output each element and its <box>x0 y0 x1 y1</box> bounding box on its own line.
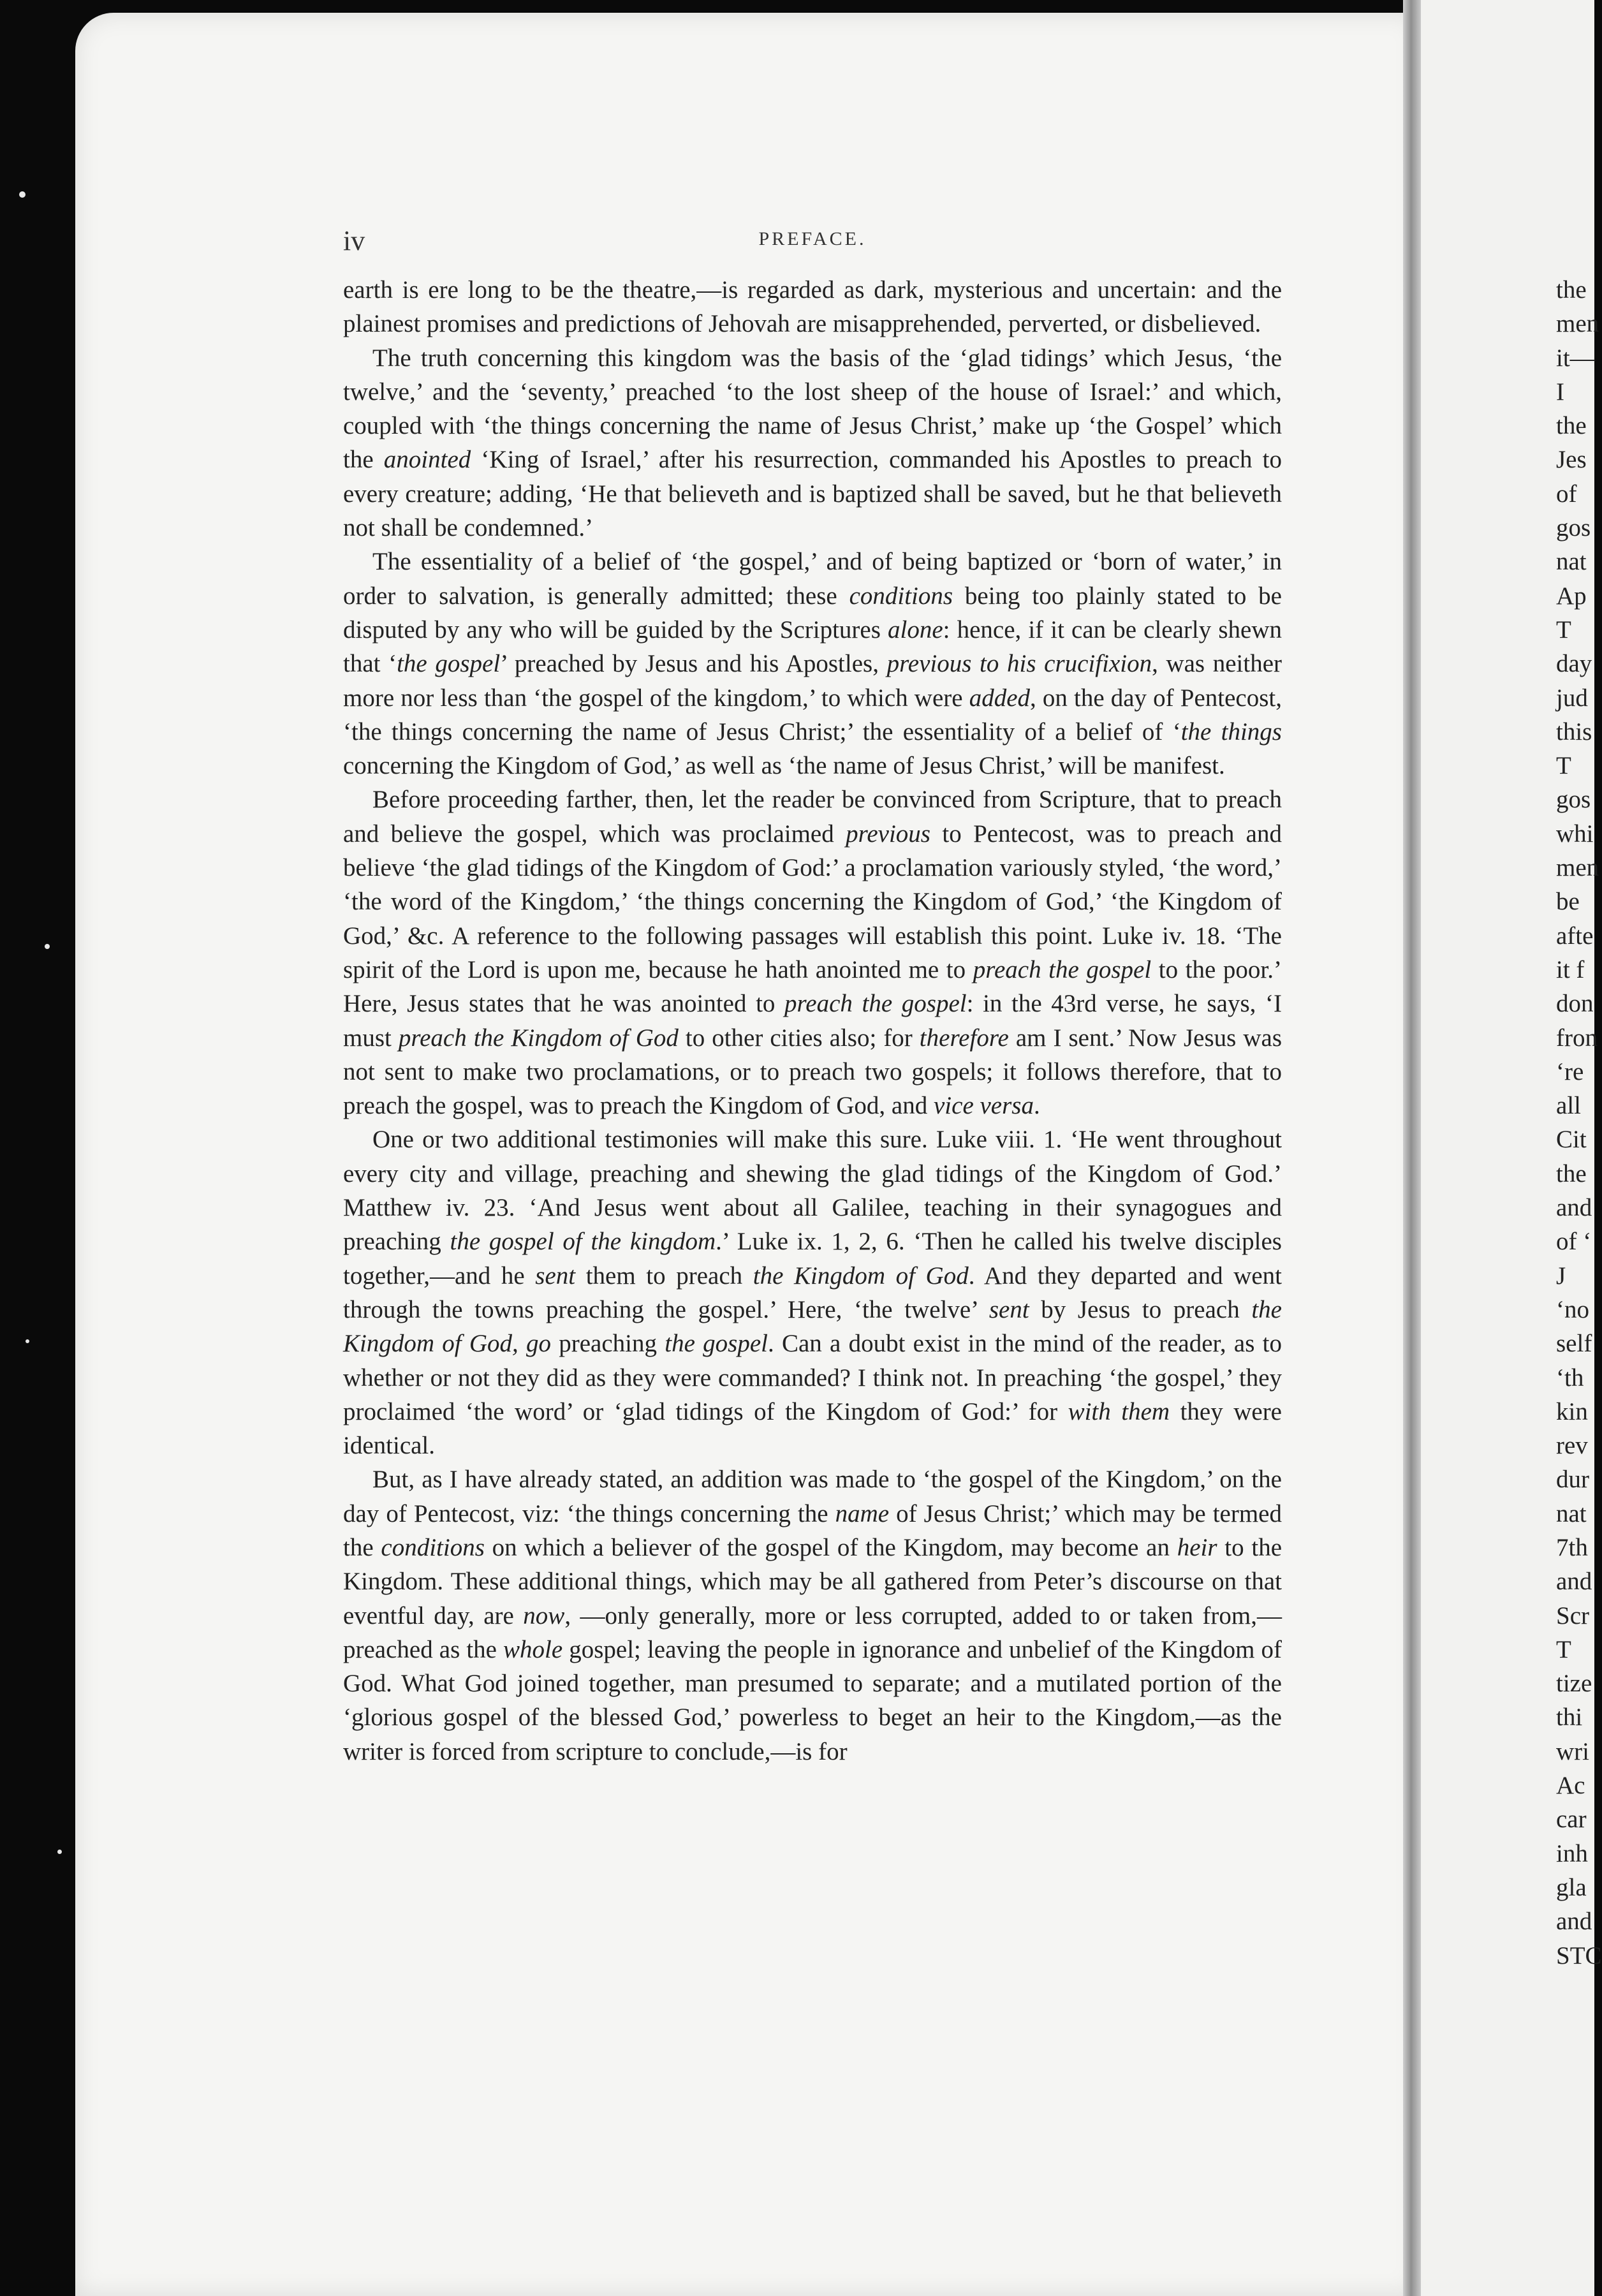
facing-line-fragment: gla <box>1556 1873 1587 1901</box>
facing-line-fragment: ‘re <box>1556 1057 1584 1085</box>
facing-line-fragment: nat <box>1556 548 1587 576</box>
page-header <box>343 224 1282 256</box>
facing-line-fragment: rev <box>1556 1432 1588 1460</box>
italic-text: conditions <box>849 582 953 610</box>
facing-line-fragment: Jes <box>1556 446 1587 474</box>
italic-text: the Kingdom of God <box>753 1262 969 1290</box>
facing-line-fragment: ‘no <box>1556 1295 1589 1323</box>
facing-line-fragment: day <box>1556 650 1592 678</box>
italic-text: preach the gospel <box>784 990 967 1018</box>
facing-line-fragment: it f <box>1556 955 1585 983</box>
facing-line-fragment: whi <box>1556 820 1594 848</box>
facing-line-fragment: the <box>1556 276 1587 304</box>
text-run: : in the 43rd verse, he says, ‘I must <box>343 990 1282 1052</box>
facing-line-fragment: STC <box>1556 1941 1602 1969</box>
italic-text: therefore <box>919 1024 1009 1052</box>
italic-text: conditions <box>381 1533 485 1561</box>
facing-line-fragment: car <box>1556 1806 1587 1834</box>
text-run: .’ Luke ix. 1, 2, 6. ‘Then he called his twelve disciples together,—and he <box>343 1228 1282 1290</box>
facing-line-fragment: fron <box>1556 1024 1598 1052</box>
italic-text: previous <box>846 820 930 848</box>
facing-line-fragment: dur <box>1556 1466 1589 1494</box>
paragraph <box>343 341 1282 545</box>
facing-line-fragment: nat <box>1556 1499 1587 1527</box>
facing-line-fragment: and <box>1556 1568 1592 1596</box>
facing-line-fragment: of <box>1556 480 1577 508</box>
facing-line-fragment: T <box>1556 615 1571 644</box>
scan-speck <box>45 944 50 949</box>
facing-line-fragment: T <box>1556 752 1571 780</box>
facing-line-fragment: ‘th <box>1556 1364 1584 1392</box>
italic-text: the gospel <box>397 650 501 678</box>
text-run: , was neither more nor less than ‘the gospel of the kingdom,’ to which were <box>343 650 1282 712</box>
facing-line-fragment: all <box>1556 1092 1581 1120</box>
facing-page-text <box>1556 273 1602 1973</box>
scan-speck <box>19 191 26 198</box>
italic-text: anointed <box>383 446 471 474</box>
text-run: . And they departed and went through the towns preaching the gospel.’ Here, ‘the twelve’ <box>343 1262 1282 1323</box>
text-run: One or two additional testimonies will make this sure. Luke viii. 1. ‘He went throughout every city and village, preaching and shewing the glad tidings of the Kingdom of God.’ Matthew iv. 23. ‘And Jesus went about all Galilee, teaching in their synagogues and preaching <box>343 1126 1282 1256</box>
facing-line-fragment: men <box>1556 310 1599 338</box>
italic-text: preach the Kingdom of God <box>398 1024 679 1052</box>
facing-line-fragment: don <box>1556 990 1594 1018</box>
text-run: But, as I have already stated, an addition was made to ‘the gospel of the Kingdom,’ on the day of Pentecost, viz: ‘the things concerning the <box>343 1466 1282 1527</box>
italic-text: with them <box>1068 1397 1170 1425</box>
text-run: by Jesus to preach <box>1029 1295 1252 1323</box>
paragraph <box>343 1462 1282 1769</box>
text-run: concerning the Kingdom of God,’ as well as ‘the name of Jesus Christ,’ will be manifest. <box>343 752 1225 780</box>
text-run: earth is ere long to be the theatre,—is regarded as dark, mysterious and uncertain: and the plainest promises and predictions of Jehovah are misapprehended, perverted, or disbelieved. <box>343 276 1282 338</box>
italic-text: the Kingdom of God, go <box>343 1295 1282 1358</box>
facing-line-fragment: T <box>1556 1635 1571 1663</box>
facing-line-fragment: the <box>1556 412 1587 440</box>
scan-speck <box>26 1339 29 1343</box>
body-text <box>343 273 1282 1769</box>
italic-text: heir <box>1177 1533 1217 1561</box>
paragraph <box>343 545 1282 783</box>
italic-text: alone <box>887 615 943 644</box>
book-gutter <box>1403 0 1421 2296</box>
facing-line-fragment: this <box>1556 718 1592 746</box>
text-run: am I sent.’ Now Jesus was not sent to make two proclamations, or to preach two gospels; it follows therefore, that to preach the gospel, was to preach the Kingdom of God, and <box>343 1024 1282 1120</box>
text-run: ’ preached by Jesus and his Apostles, <box>500 650 887 678</box>
facing-line-fragment: Ap <box>1556 582 1587 610</box>
facing-line-fragment: wri <box>1556 1737 1589 1765</box>
text-run: Before proceeding farther, then, let the reader be convinced from Scripture, that to preach and believe the gospel, which was proclaimed <box>343 786 1282 848</box>
facing-line-fragment: and <box>1556 1194 1592 1222</box>
facing-line-fragment: jud <box>1556 684 1588 712</box>
facing-line-fragment: gos <box>1556 786 1591 814</box>
facing-line-fragment: inh <box>1556 1839 1588 1867</box>
page-number: iv <box>343 225 365 256</box>
italic-text: preach the gospel <box>973 955 1152 983</box>
paragraph <box>343 1122 1282 1462</box>
text-run: The truth concerning this kingdom was the basis of the ‘glad tidings’ which Jesus, ‘the twelve,’ and the ‘seventy,’ preached ‘to the lost sheep of the house of Israel:’ and which, coupled with ‘the things concerning the name of Jesus Christ,’ make up ‘the Gospel’ which the <box>343 344 1282 474</box>
italic-text: added <box>969 684 1030 712</box>
paragraph <box>343 783 1282 1122</box>
text-run: preaching <box>551 1330 665 1358</box>
facing-line-fragment: tize <box>1556 1670 1592 1698</box>
text-run: The essentiality of a belief of ‘the gospel,’ and of being baptized or ‘born of water,’ in order to salvation, is generally admitted; these <box>343 548 1282 610</box>
text-run: to the poor.’ Here, Jesus states that he was anointed to <box>343 955 1282 1018</box>
italic-text: whole <box>503 1635 563 1663</box>
italic-text: name <box>835 1499 890 1527</box>
facing-line-fragment: I <box>1556 378 1564 406</box>
running-head: PREFACE. <box>758 228 867 249</box>
text-run: they were identical. <box>343 1397 1282 1460</box>
text-run: . Can a doubt exist in the mind of the reader, as to whether or not they did as they were commanded? I think not. In preaching ‘the gospel,’ they proclaimed ‘the word’ or ‘glad tidings of the Kingdom of God:’ for <box>343 1330 1282 1425</box>
italic-text: the gospel of the kingdom <box>450 1228 716 1256</box>
facing-line-fragment: J <box>1556 1262 1566 1290</box>
facing-line-fragment: 7th <box>1556 1533 1588 1561</box>
text-run: to other cities also; for <box>678 1024 920 1052</box>
facing-line-fragment: thi <box>1556 1704 1583 1732</box>
italic-text: sent <box>535 1262 576 1290</box>
text-run: : hence, if it can be clearly shewn that ‘ <box>343 615 1282 678</box>
facing-line-fragment: gos <box>1556 514 1591 542</box>
text-run: to the Kingdom. These additional things, which may be all gathered from Peter’s discourse on that eventful day, are <box>343 1533 1282 1630</box>
facing-line-fragment: Ac <box>1556 1772 1585 1800</box>
facing-line-fragment: and <box>1556 1908 1592 1936</box>
text-run: , on the day of Pentecost, ‘the things concerning the name of Jesus Christ;’ the essentiality of a belief of ‘ <box>343 684 1282 746</box>
paragraph <box>343 273 1282 341</box>
text-run: being too plainly stated to be disputed by any who will be guided by the Scriptures <box>343 582 1282 644</box>
italic-text: sent <box>988 1295 1029 1323</box>
text-run: . <box>1033 1092 1040 1120</box>
text-run: gospel; leaving the people in ignorance and unbelief of the Kingdom of God. What God joined together, man presumed to separate; and a mutilated portion of the ‘glorious gospel of the blessed God,’ powerless to beget an heir to the Kingdom,—as the writer is forced from scripture to conclude,—is for <box>343 1635 1282 1765</box>
facing-line-fragment: kin <box>1556 1397 1588 1425</box>
facing-line-fragment: be <box>1556 888 1580 916</box>
italic-text: now <box>523 1601 565 1630</box>
text-run: of Jesus Christ;’ which may be termed the <box>343 1499 1282 1561</box>
facing-line-fragment: men <box>1556 854 1599 882</box>
facing-line-fragment: afte <box>1556 922 1594 950</box>
italic-text: vice versa <box>933 1092 1034 1120</box>
facing-line-fragment: it— <box>1556 344 1595 372</box>
text-run: ‘King of Israel,’ after his resurrection, commanded his Apostles to preach to every creature; adding, ‘He that believeth and is baptized shall be saved, but he that believeth not shall be condemned.’ <box>343 446 1282 542</box>
facing-line-fragment: Scr <box>1556 1601 1589 1630</box>
italic-text: the gospel <box>665 1330 768 1358</box>
italic-text: previous to his crucifixion <box>886 650 1152 678</box>
facing-line-fragment: Cit <box>1556 1126 1587 1154</box>
text-run: to Pentecost, was to preach and believe ‘the glad tidings of the Kingdom of God:’ a proclamation variously styled, ‘the word,’ ‘the word of the Kingdom,’ ‘the things concerning the Kingdom of God,’ ‘the Kingdom of God,’ &c. A reference to the following passages will establish this point. Luke iv. 18. ‘The spirit of the Lord is upon me, because he hath anointed me to <box>343 820 1282 983</box>
facing-line-fragment: of ‘ <box>1556 1228 1592 1256</box>
text-run: them to preach <box>575 1262 753 1290</box>
facing-line-fragment: self <box>1556 1330 1592 1358</box>
text-run: on which a believer of the gospel of the Kingdom, may become an <box>484 1533 1177 1561</box>
text-run: , —only generally, more or less corrupted, added to or taken from,—preached as the <box>343 1601 1282 1663</box>
italic-text: the things <box>1180 718 1282 746</box>
facing-line-fragment: the <box>1556 1159 1587 1188</box>
scan-speck <box>57 1850 62 1854</box>
